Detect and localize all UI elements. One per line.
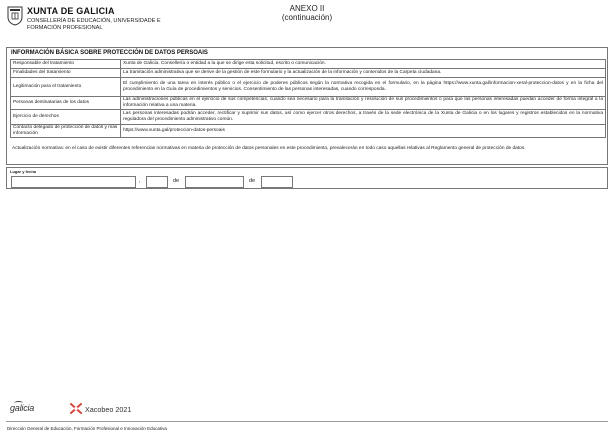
xunta-crest-icon bbox=[7, 6, 23, 26]
place-date-label: Lugar y fecha bbox=[10, 169, 37, 174]
place-date-section bbox=[6, 167, 608, 189]
data-protection-table bbox=[10, 59, 606, 138]
de-separator: de bbox=[173, 178, 180, 184]
de-separator: de bbox=[249, 178, 256, 184]
row-label: Contacto delegado de protección de datos y más información bbox=[11, 125, 121, 138]
table-row bbox=[11, 110, 606, 125]
table-row bbox=[11, 60, 606, 69]
row-value: La tramitación administrativa que se derive de la gestión de este formulario y la actualización de la información y contenidos de la Carpeta ciudadana. bbox=[121, 69, 606, 78]
row-value: Xunta de Galicia. Consellería o entidad a la que se dirige esta solicitud, escrito o comunicación. bbox=[121, 60, 606, 69]
table-row bbox=[11, 78, 606, 97]
table-row bbox=[11, 125, 606, 138]
brand-department: CONSELLERÍA DE EDUCACIÓN, UNIVERSIDADE E FORMACIÓN PROFESIONAL bbox=[27, 18, 161, 31]
row-value: Las administraciones públicas en el ejercicio de sus competencias, cuando sea necesario para la tramitación y resolución de sus procedimientos o para que las personas interesadas puedan acceder de forma integral a la información relativa a una materia. bbox=[121, 97, 606, 110]
data-protection-section bbox=[6, 47, 608, 165]
annex-title: ANEXO II bbox=[289, 4, 325, 13]
footer-department: Dirección General de Educación, Formación Profesional e Innovación Educativa bbox=[7, 426, 167, 431]
xacobeo-logo-text: Xacobeo 2021 bbox=[85, 405, 132, 414]
footer-divider bbox=[6, 421, 608, 422]
annex-heading bbox=[262, 4, 352, 22]
place-input[interactable] bbox=[11, 176, 136, 188]
brand-block bbox=[27, 6, 187, 32]
comma-separator: , bbox=[139, 178, 141, 184]
year-input[interactable] bbox=[261, 176, 293, 188]
row-label: Personas destinatarias de los datos bbox=[11, 97, 121, 110]
row-value: Las personas interesadas podrán acceder, rectificar y suprimir sus datos, así como ejercer otros derechos, a través de la sede electrónica de la Xunta de Galicia o en los lugares y registros establecidos en la normativa reguladora del procedimiento administrativo común. bbox=[121, 110, 606, 125]
month-input[interactable] bbox=[185, 176, 244, 188]
normative-update-note: Actualización normativa: en el caso de existir diferentes referencias normativas en materia de protección de datos personales en este procedimiento, prevalecerán en todo caso aquellas relativas al Reglamento general de protección de datos. bbox=[12, 146, 526, 151]
day-input[interactable] bbox=[146, 176, 168, 188]
section-title: INFORMACIÓN BÁSICA SOBRE PROTECCIÓN DE DATOS PERSOAIS bbox=[11, 50, 208, 56]
table-row bbox=[11, 69, 606, 78]
row-value: El cumplimiento de una tarea en interés público o el ejercicio de poderes públicos según la normativa recogida en el formulario, en la página https://www.xunta.gal/informacion-xeral-proteccion-datos y en la ficha del procedimiento en la Guía de procedimientos y servicios. Consentimiento de las personas interesadas, cuando corresponda. bbox=[121, 78, 606, 97]
row-label: Finalidades del tratamiento bbox=[11, 69, 121, 78]
table-row bbox=[11, 97, 606, 110]
brand-name: XUNTA DE GALICIA bbox=[27, 6, 115, 16]
annex-subtitle: (continuación) bbox=[281, 13, 333, 22]
xacobeo-icon bbox=[70, 403, 82, 414]
row-label: Ejercicio de derechos bbox=[11, 110, 121, 125]
row-label: Responsable del tratamiento bbox=[11, 60, 121, 69]
galicia-logo: galicia bbox=[10, 403, 35, 413]
row-label: Legitimación para el tratamiento bbox=[11, 78, 121, 97]
dpo-link[interactable]: https://www.xunta.gal/proteccion-datos-persoais bbox=[121, 125, 606, 138]
